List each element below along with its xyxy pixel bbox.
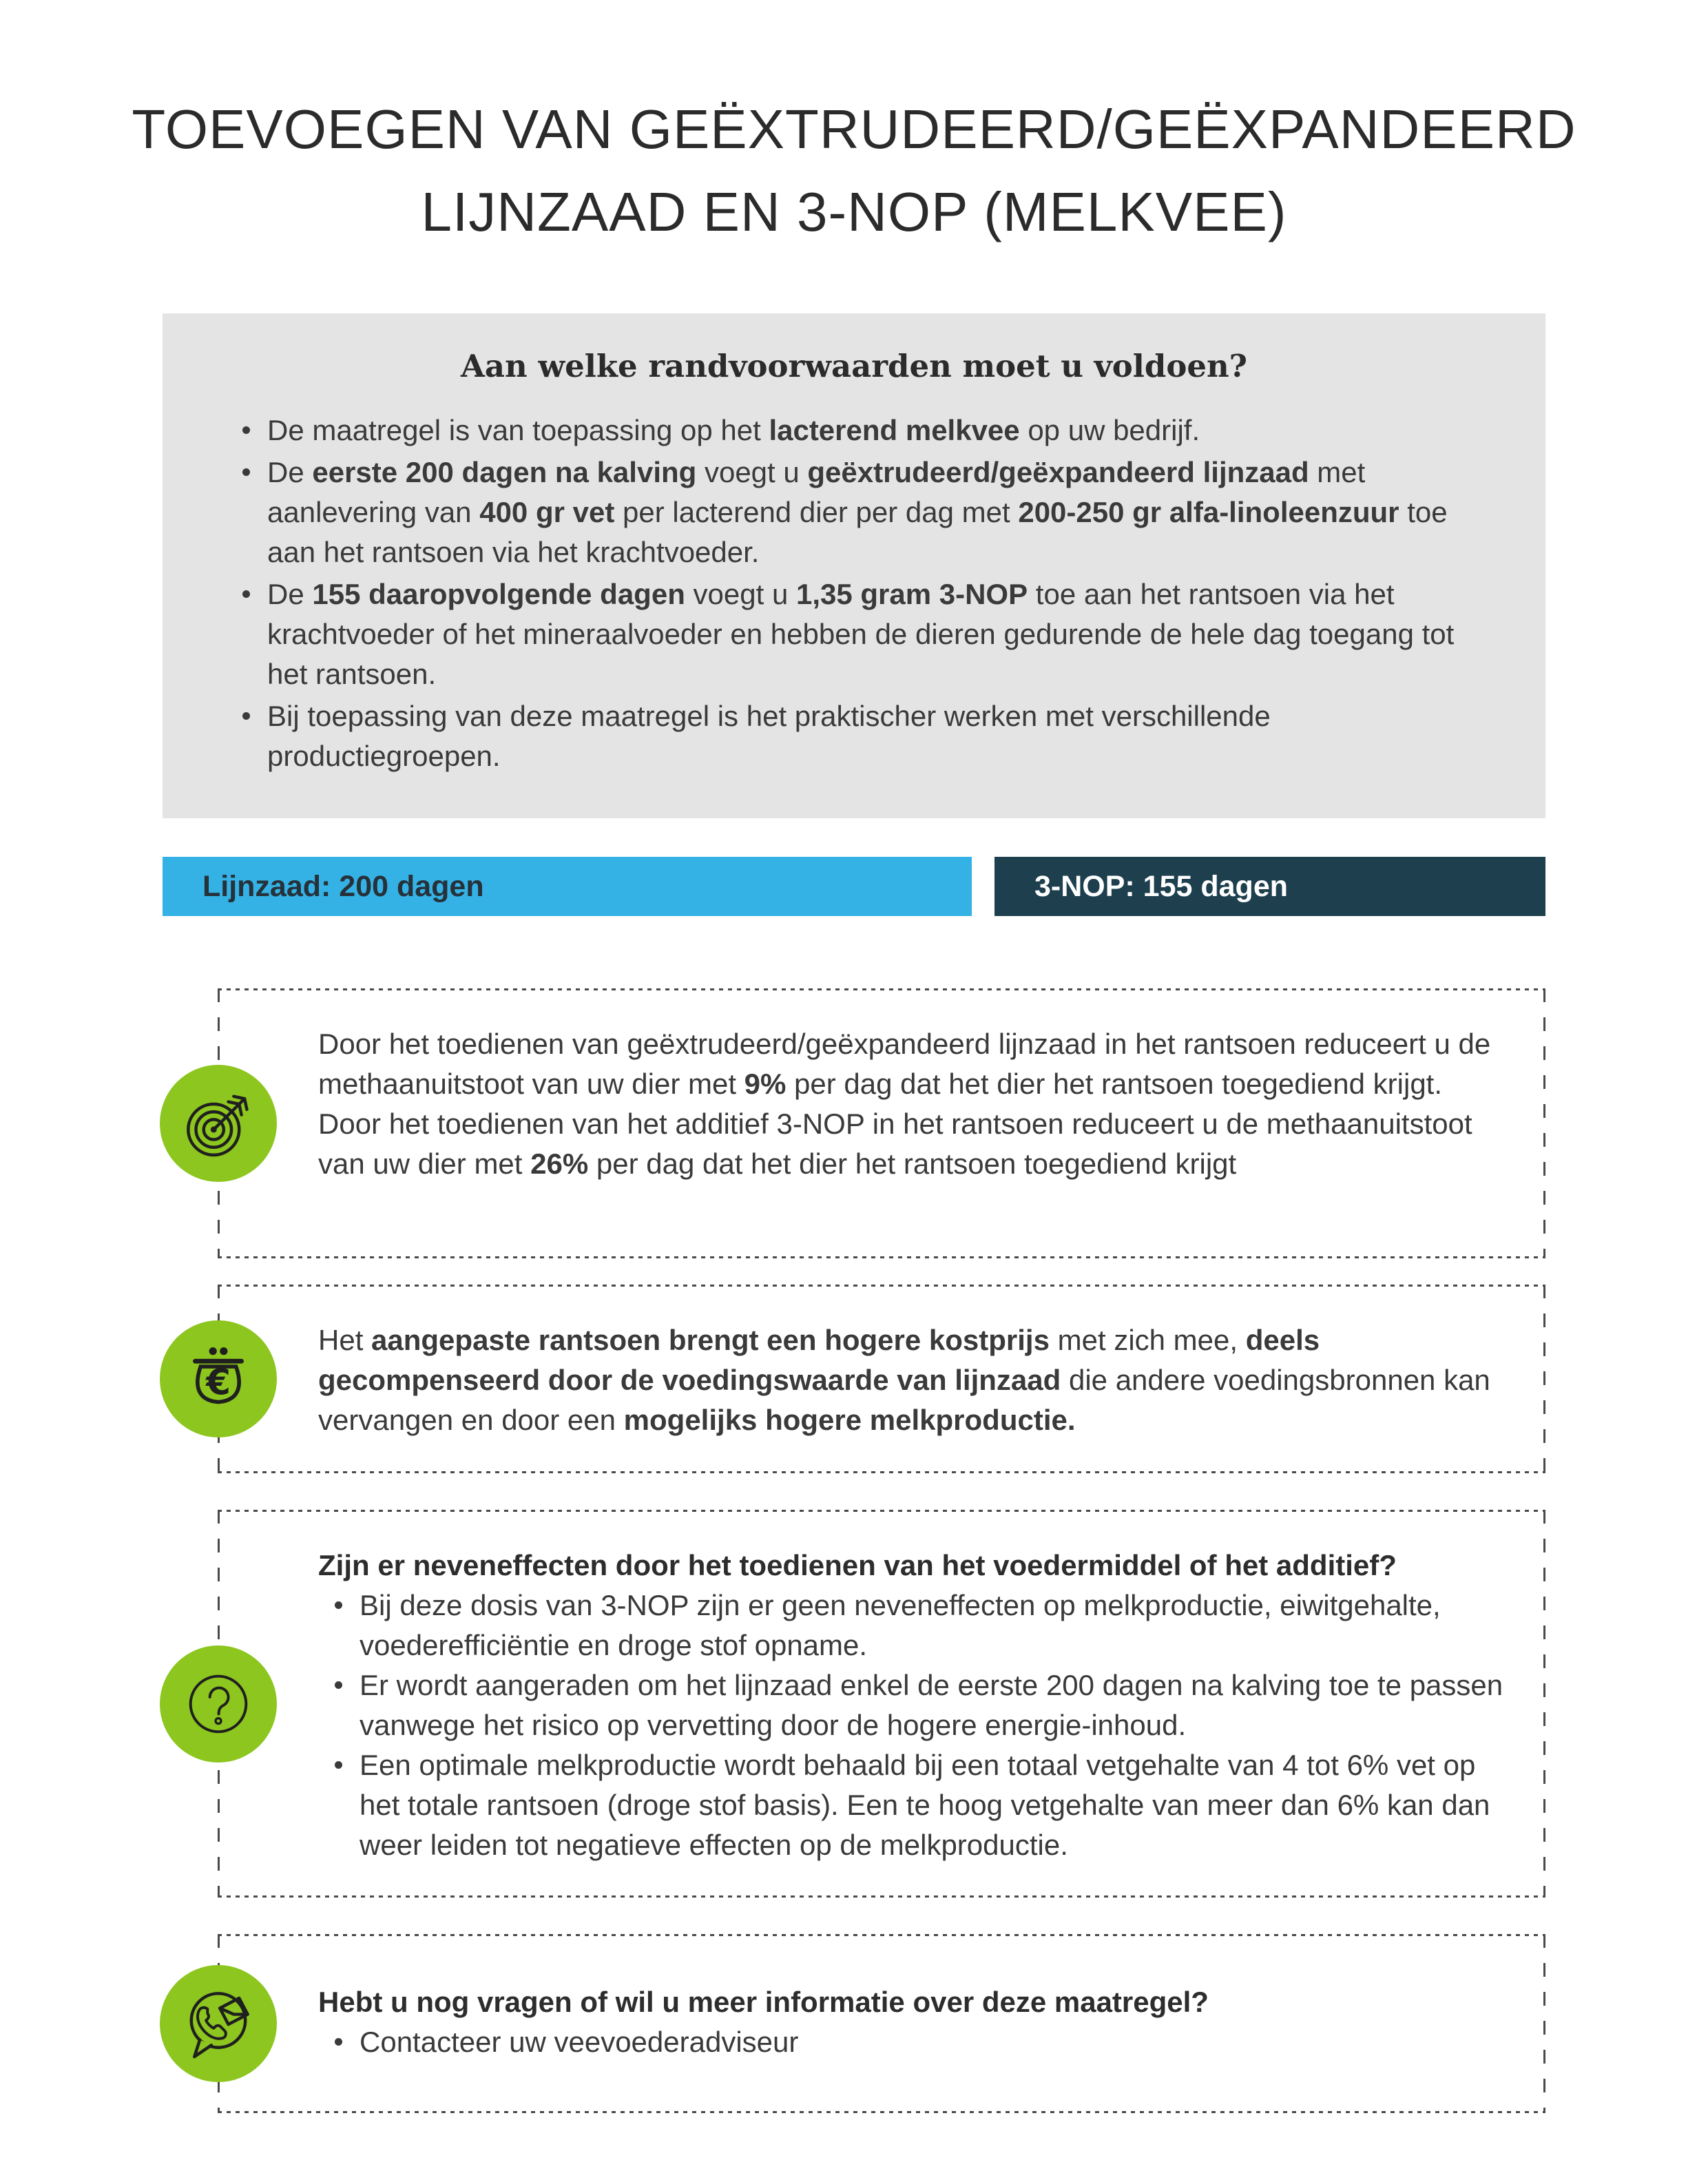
question-symbol: ? bbox=[25, 1481, 44, 1518]
euro-symbol: € bbox=[206, 1362, 231, 1404]
linseed-duration-label: Lijnzaad: 200 dagen bbox=[202, 869, 484, 903]
contact-icon bbox=[160, 1965, 277, 2082]
contact-box bbox=[218, 1934, 1545, 2113]
list-item: Er wordt aangeraden om het lijnzaad enkel de eerste 200 dagen na kalving toe te passen vanwege het risico op vervetting door de hogere energie-inhoud. bbox=[329, 1665, 1511, 1745]
conditions-list bbox=[216, 411, 1492, 776]
reduction-text: Door het toedienen van geëxtrudeerd/geëxpandeerd lijnzaad in het rantsoen reduceert u de methaanuitstoot van uw dier met 9% per dag dat het dier het rantsoen toegediend krijgt. Door het toedienen van het additief 3-NOP in het rantsoen reduceert u de methaanuitstoot van uw dier met 26% per dag dat het dier het rantsoen toegediend krijgt bbox=[318, 1028, 1491, 1180]
conditions-box bbox=[163, 313, 1545, 818]
list-item: De eerste 200 dagen na kalving voegt u geëxtrudeerd/geëxpandeerd lijnzaad met aanlevering van 400 gr vet per lacterend dier per dag met 200-250 gr alfa-linoleenzuur toe aan het rantsoen via het krachtvoeder. bbox=[237, 453, 1492, 572]
list-item: De maatregel is van toepassing op het lacterend melkvee op uw bedrijf. bbox=[237, 411, 1492, 450]
list-item: De 155 daaropvolgende dagen voegt u 1,35 gram 3-NOP toe aan het rantsoen via het krachtvoeder of het mineraalvoeder en hebben de dieren gedurende de hele dag toegang tot het rantsoen. bbox=[237, 574, 1492, 694]
methane-reduction-box bbox=[218, 988, 1545, 1258]
list-item: Bij toepassing van deze maatregel is het praktischer werken met verschillende productiegroepen. bbox=[237, 696, 1492, 776]
side-effects-list bbox=[318, 1586, 1511, 1865]
list-item: Bij deze dosis van 3-NOP zijn er geen neveneffecten op melkproductie, eiwitgehalte, voederefficiëntie en droge stof opname. bbox=[329, 1586, 1511, 1665]
cost-box bbox=[206, 1285, 1545, 1473]
nop-duration-bar bbox=[994, 857, 1545, 916]
question-icon bbox=[25, 1481, 277, 1763]
page-title-line1: TOEVOEGEN VAN GEËXTRUDEERD/GEËXPANDEERD bbox=[132, 98, 1576, 160]
cost-text: Het aangepaste rantsoen brengt een hogere kostprijs met zich mee, deels gecompenseerd door de voedingswaarde van lijnzaad die andere voedingsbronnen kan vervangen en door een mogelijks hogere melkproductie. bbox=[318, 1324, 1490, 1436]
euro-purse-icon bbox=[160, 1320, 277, 1437]
side-effects-box bbox=[25, 1481, 1545, 1898]
page-title bbox=[0, 88, 1708, 253]
linseed-duration-bar bbox=[163, 857, 972, 916]
side-effects-heading: Zijn er neveneffecten door het toedienen van het voedermiddel of het additief? bbox=[318, 1549, 1397, 1581]
contact-heading: Hebt u nog vragen of wil u meer informatie over deze maatregel? bbox=[318, 1986, 1209, 2018]
conditions-heading: Aan welke randvoorwaarden moet u voldoen? bbox=[460, 348, 1248, 384]
contact-list bbox=[318, 2022, 1511, 2062]
nop-duration-label: 3-NOP: 155 dagen bbox=[1034, 869, 1288, 903]
list-item: Een optimale melkproductie wordt behaald bij een totaal vetgehalte van 4 tot 6% vet op het totale rantsoen (droge stof basis). Een te hoog vetgehalte van meer dan 6% kan dan weer leiden tot negatieve effecten op de melkproductie. bbox=[329, 1745, 1511, 1865]
page-title-line2: LIJNZAAD EN 3-NOP (MELKVEE) bbox=[421, 181, 1287, 242]
list-item: Contacteer uw veevoederadviseur bbox=[329, 2022, 1511, 2062]
target-icon bbox=[160, 1065, 277, 1182]
